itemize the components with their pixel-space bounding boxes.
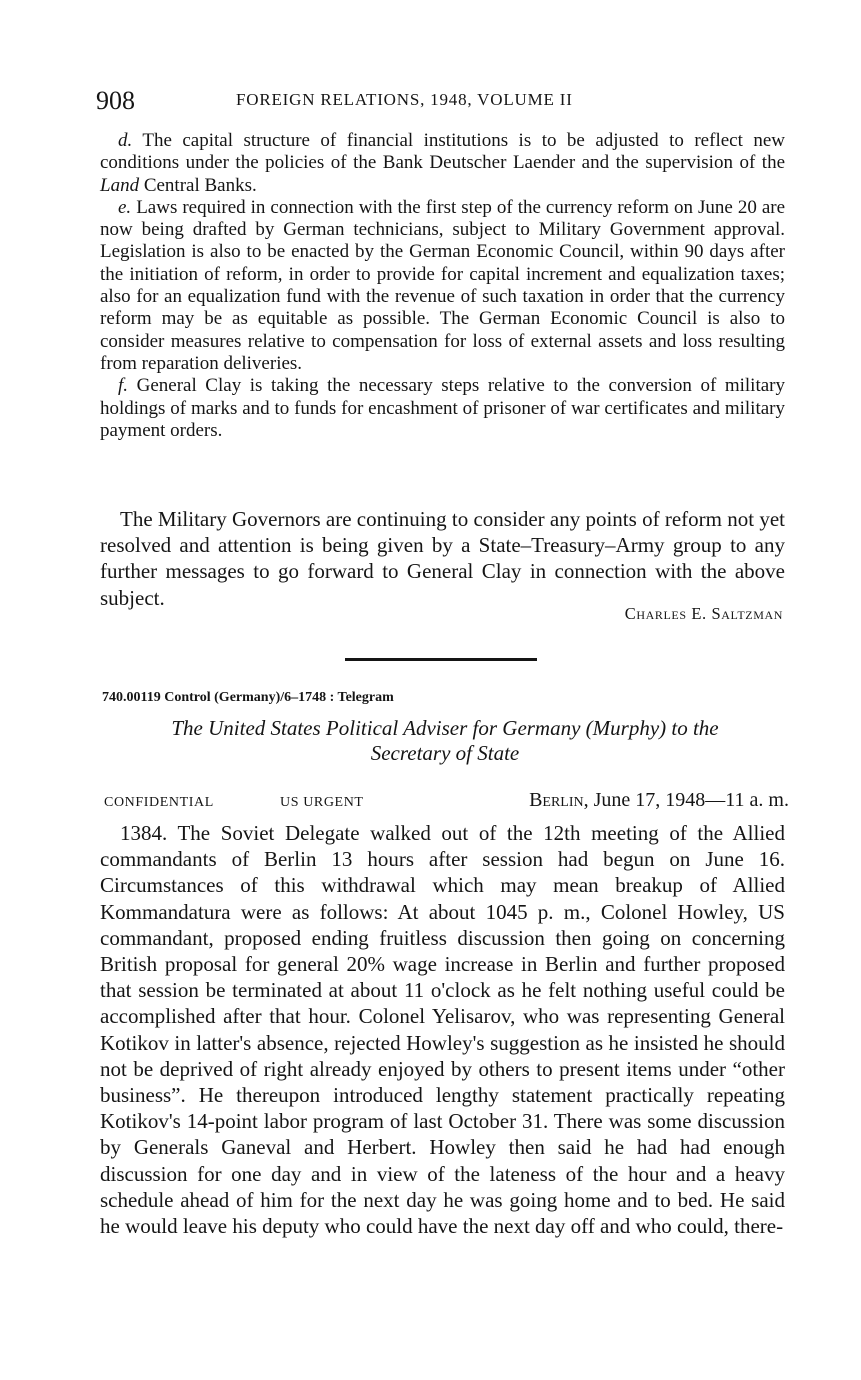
signature: Charles E. Saltzman	[624, 604, 783, 623]
item-italic-term: Land	[100, 174, 140, 196]
document-heading	[100, 716, 790, 766]
item-text: Laws required in connection with the first step of the currency reform on June 20 are now being drafted by German technicians, subject to Military Government approval. Legislation is also to be enacted by the German Economic Council, within 90 days after the initiation of reform, in order to provide for capital increment and equalization taxes; also for an equalization fund with the revenue of such taxation in order that the currency reform may be as equitable as possible. The German Economic Council is also to consider measures relative to compensation for loss of external assets and loss resulting from reparation deliveries.	[100, 196, 786, 374]
heading-line-1: The United States Political Adviser for Germany (Murphy) to the	[171, 716, 719, 740]
item-text-end: Central Banks.	[143, 174, 257, 196]
dateline-date: June 17, 1948—11 a. m.	[593, 789, 789, 811]
priority-label: US URGENT	[280, 795, 364, 810]
file-reference: 740.00119 Control (Germany)/6–1748 : Telegram	[102, 690, 394, 705]
dateline	[529, 789, 789, 812]
item-text: General Clay is taking the necessary steps relative to the conversion of military holdings of marks and to funds for encashment of prisoner of war certificates and military payment orders.	[100, 375, 785, 441]
dateline-place: Berlin,	[529, 789, 589, 811]
page-number: 908	[96, 86, 135, 115]
item-letter: e.	[118, 196, 132, 218]
telegram-body-section	[100, 820, 785, 1239]
item-d	[100, 130, 785, 197]
running-title: FOREIGN RELATIONS, 1948, VOLUME II	[236, 90, 573, 109]
item-e	[100, 197, 785, 375]
item-letter: d.	[118, 130, 133, 151]
section-divider	[345, 658, 537, 661]
telegram-header	[104, 789, 789, 815]
closing-section	[100, 506, 785, 611]
classification-label: CONFIDENTIAL	[104, 795, 214, 810]
lettered-items	[100, 130, 785, 442]
item-letter: f.	[118, 375, 129, 397]
closing-paragraph: The Military Governors are continuing to consider any points of reform not yet resolved and attention is being given by a State–Treasury–Army group to any further messages to go forward to General Clay in connection with the above subject.	[100, 507, 785, 610]
heading-line-2: Secretary of State	[370, 741, 520, 765]
item-text: The capital structure of financial institutions is to be adjusted to reflect new conditions under the policies of the Bank Deutscher Laender and the supervision of the	[100, 130, 785, 174]
telegram-body: 1384. The Soviet Delegate walked out of the 12th meeting of the Allied commandants of Berlin 13 hours after session had begun on June 16. Circumstances of this withdrawal which may mean breakup of Allied Kommandatura were as follows: At about 1045 p. m., Colonel Howley, US commandant, proposed ending fruitless discussion then going on concerning British proposal for general 20% wage increase in Berlin and further proposed that session be terminated at about 11 o'clock as he felt nothing useful could be accomplished after that hour. Colonel Yelisarov, who was representing General Kotikov in latter's absence, rejected Howley's suggestion as he insisted he should not be deprived of right already enjoyed by others to present items under “other business”. He thereupon introduced lengthy statement practically repeating Kotikov's 14-point labor program of last October 31. There was some discussion by Generals Ganeval and Herbert. Howley then said he had had enough discussion for one day and in view of the lateness of the hour and a heavy schedule ahead of him for the next day he was going home and to bed. He said he would leave his deputy who could have the next day off and who could, there-	[100, 821, 785, 1239]
running-head	[96, 86, 791, 118]
item-f	[100, 375, 785, 442]
